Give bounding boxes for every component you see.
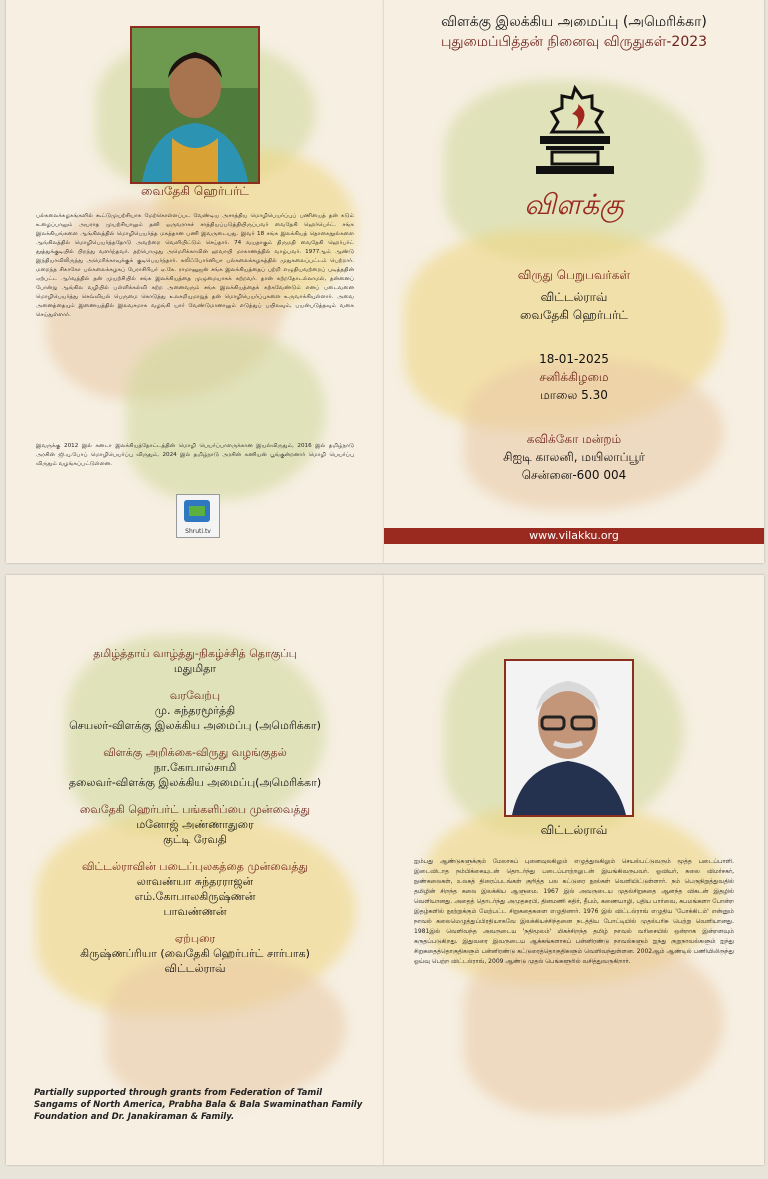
vilakku-logo-word: விளக்கு: [524, 188, 624, 221]
recipient-2: வைதேகி ஹெர்பர்ட்: [520, 308, 628, 322]
venue-3: சென்னை-600 004: [521, 468, 627, 482]
program-line: பாவண்ணன்: [163, 905, 227, 918]
vaidehi-bio-2: இவருக்கு 2012 இல் கனடா இலக்கியத்தோட்டத்தின் மொழி பெயர்ப்பாளருக்கான இயல்விருதும், 2016 இல் தமிழ்நாடு அரசின் ஜி.யு.போப் மொழிபெயர்ப்பு விருதும், 2024 இல் தமிழ்நாடு அரசின் கணியன் பூங்குன்றனார் மொழி பெயர்ப்பு விருதும் வழங்கப்பட்டுள்ளன.: [36, 443, 354, 467]
event-day: சனிக்கிழமை: [539, 370, 609, 384]
lamp-icon: [532, 84, 618, 184]
venue-1: கவிக்கோ மன்றம்: [526, 432, 622, 446]
program-item-5: [6, 860, 384, 920]
program-line: எம்.கோபாலகிருஷ்ணன்: [134, 890, 256, 903]
program-line: கிருஷ்ணப்ரியா (வைதேகி ஹெர்பர்ட் சார்பாக): [80, 947, 310, 960]
bottom-right-panel: [384, 575, 764, 1165]
program-line: மதுமிதா: [173, 662, 217, 675]
support-note: Partially supported through grants from Federation of Tamil Sangams of North America, Prabha Bala & Bala Swaminathan Family Foundation and Dr. Janakiraman & Family.: [34, 1088, 363, 1122]
program-heading-5: விட்டல்ராவின் படைப்புலகத்தை முன்வைத்து: [82, 860, 308, 873]
program-line: மனோஜ் அண்ணாதுரை: [136, 818, 254, 831]
shruti-logo-text: Shruti.tv: [185, 528, 211, 535]
program-item-2: [6, 689, 384, 734]
website-bar[interactable]: www.vilakku.org: [384, 528, 764, 544]
program-line: குட்டி ரேவதி: [163, 833, 227, 846]
program-heading-2: வரவேற்பு: [169, 689, 221, 702]
program-line: நா.கோபால்சாமி: [153, 761, 237, 774]
program-heading-1: தமிழ்த்தாய் வாழ்த்து-நிகழ்ச்சித் தொகுப்பு: [93, 647, 297, 660]
venue-2: சிஐடி காலனி, மயிலாப்பூர்: [503, 450, 645, 464]
program-item-1: [6, 647, 384, 677]
award-line: புதுமைப்பித்தன் நினைவு விருதுகள்-2023: [440, 34, 708, 50]
org-line: விளக்கு இலக்கிய அமைப்பு (அமெரிக்கா): [441, 14, 707, 30]
vaidehi-bio-1: பல்கலைக்கழகங்களில் கூட்டுமுயற்சியாக மேற்கொள்ளப்பட வேண்டிய அசாத்திய மொழிபெயர்ப்புப் பணியைத் தன் கடும் உழைப்பாலும் அயராத முயற்சியாலும் தனி ஒருவராகச் சாத்தியப்படுத்தியிருப்பவர் வைதேகி ஹெர்பெர்ட். சங்க இலக்கியங்களை ஆங்கிலத்தில் மொழிபெயர்த்த மகத்தான பணி இவருடையது. இவர் 18 சங்க இலக்கியத் தொகைநூல்களை ஆங்கிலத்தில் மொழிபெயர்த்ததோடு அவற்றை வெளியிட்டும் செய்தார். 74 வயதாகும் திருமதி வைதேகி ஹெர்பர்ட் தூத்துக்குடியில் பிறந்து வளர்ந்தவர். தற்பொழுது அமெரிக்காவின் ஹவாயி மாகாணத்தில் வாழ்பவர். 1977ஆம் ஆண்டு இந்தியாவிலிருந்து அமெரிக்காவுக்குக் குடிபெயர்ந்தார். கலிஃபோர்னியா பல்கலைக்கழகத்தில் முதுகலைப்பட்டம் பெற்றார். மறைந்த சிகாகோ பல்கலைக்கழகப் பேராசிரியர் ஏ.கே. ராமானுஜன் சங்க இலக்கியத்தைப் பற்றி எழுதியவற்றைப் படித்ததின் ஏற்பட்ட ஆர்வத்தில் தன் முயற்சியில் சங்க இலக்கியத்தை முழுமையாகக் கற்றவர். தான் கற்றதோடல்லாமல், தன்னைப் போன்று ஆங்கில வழியில் பள்ளிக்கல்வி கற்ற அனைவரும் சங்க இலக்கியத்தைக் கற்கவேண்டும் எனப் படைவனை மொழிபெயர்த்து செவ்வியல் பெருமை கொடுத்து உலகறியுமாறுத் தன் மொழிபெயர்ப்புகளை உருவாக்கியுள்ளார். அவை அனைத்தையும் இணையத்தில் இலவசமாக வழங்கி யார் வேண்டுமானாலும் எடுத்துப் பயிலவும், பயன்படுத்தவும் வகை செய்துள்ளார்.: [36, 213, 354, 318]
vaidehi-herbert-photo: [130, 26, 260, 184]
program-line: லாவண்யா சுந்தரராஜன்: [136, 875, 254, 888]
program-schedule: [6, 647, 384, 989]
vaidehi-herbert-name: வைதேகி ஹெர்பர்ட்: [141, 184, 249, 198]
program-heading-4: வைதேகி ஹெர்பர்ட் பங்களிப்பை முன்வைத்து: [79, 803, 311, 816]
program-line: விட்டல்ராவ்: [164, 962, 226, 975]
program-item-3: [6, 746, 384, 791]
bottom-left-panel: [6, 575, 384, 1165]
program-line: தலைவர்-விளக்கு இலக்கிய அமைப்பு(அமெரிக்கா): [68, 776, 322, 789]
recipients-heading: விருது பெறுபவர்கள்: [517, 268, 631, 282]
top-left-panel: [6, 0, 384, 563]
vittalrao-bio: ஐம்பது ஆண்டுகளுக்கும் மேலாகப் புனைவுலகிலும் எழுத்துலகிலும் செயல்பட்டுவரும் மூத்த படைப்பாளி. இடைவிடாத நம்பிக்கையுடன் தொடர்ந்து படைப்பாற்றலுடன் இயங்கிவருபவர். ஓவியர், கலை விமர்சகர், நுண்கலைகள், உலகத் திரைப்படங்கள் குறித்த பல கட்டுரை நூல்கள் வெளியிட்டுள்ளார். நம் பெருநிறுத்துவதில் தமிழின் சிறந்த கலை இலக்கிய ஆளுமை. 1967 இல் அவருடைய முதல்சிறுகதை ஆனந்த விகடன் இதழில் வெளியானது. அதைத் தொடர்ந்து அமுதசுரபி, தினமணி கதிர், தீபம், கணையாழி, புதிய பார்வை, சுபமங்களா போன்ற இதழ்களில் நூற்றுக்கும் மேற்பட்ட சிறுகதைகளை எழுதினார். 1976 இல் விட்டல்ராவ் எழுதிய 'போக்கிடம்' என்னும் நாவல் கலைமெழுத்துப்பிரதியாகவே இலக்கியச்சிந்தனை நடத்திய போட்டியில் முதல்பரிசு பெற்று வெளியானது. 1981இல் வெளிவந்த அவருடைய 'நதிமூலம்' மிகச்சிறந்த தமிழ் நாவல் வரிசையில் ஒன்றாக இன்றளவும் கருதப்படுகிறது. இதுவரை இவருடைய ஆக்கங்களாகப் பன்னிரண்டு நாவல்களும் ஐந்து குறுநாவல்களும் ஐந்து சிறுகதைத்தொகுதிகளும் பன்னிரண்டு கட்டுரைத்தொகுதிகளும் வெளிவந்துள்ளன. 2002ஆம் ஆண்டில் பணியிலிருந்து ஓய்வு பெற்ற விட்டல்ராவ், 2009 ஆண்டு முதல் பெங்களூரில் வசித்துவருகிறார்.: [414, 858, 734, 965]
recipient-1: விட்டல்ராவ்: [540, 290, 608, 304]
program-line: செயலர்-விளக்கு இலக்கிய அமைப்பு (அமெரிக்கா): [69, 719, 321, 732]
program-heading-6: ஏற்புரை: [174, 932, 216, 945]
program-item-6: [6, 932, 384, 977]
event-time: மாலை 5.30: [540, 388, 608, 402]
program-line: மு. சுந்தரமூர்த்தி: [154, 704, 236, 717]
program-heading-3: விளக்கு அறிக்கை-விருது வழங்குதல்: [103, 746, 287, 759]
top-right-panel: [384, 0, 764, 563]
vittalrao-photo: [504, 659, 634, 817]
vittalrao-name: விட்டல்ராவ்: [540, 823, 608, 837]
shruti-logo: [176, 494, 220, 538]
program-item-4: [6, 803, 384, 848]
event-date: 18-01-2025: [539, 352, 609, 366]
shruti-logo-icon: [184, 500, 210, 522]
